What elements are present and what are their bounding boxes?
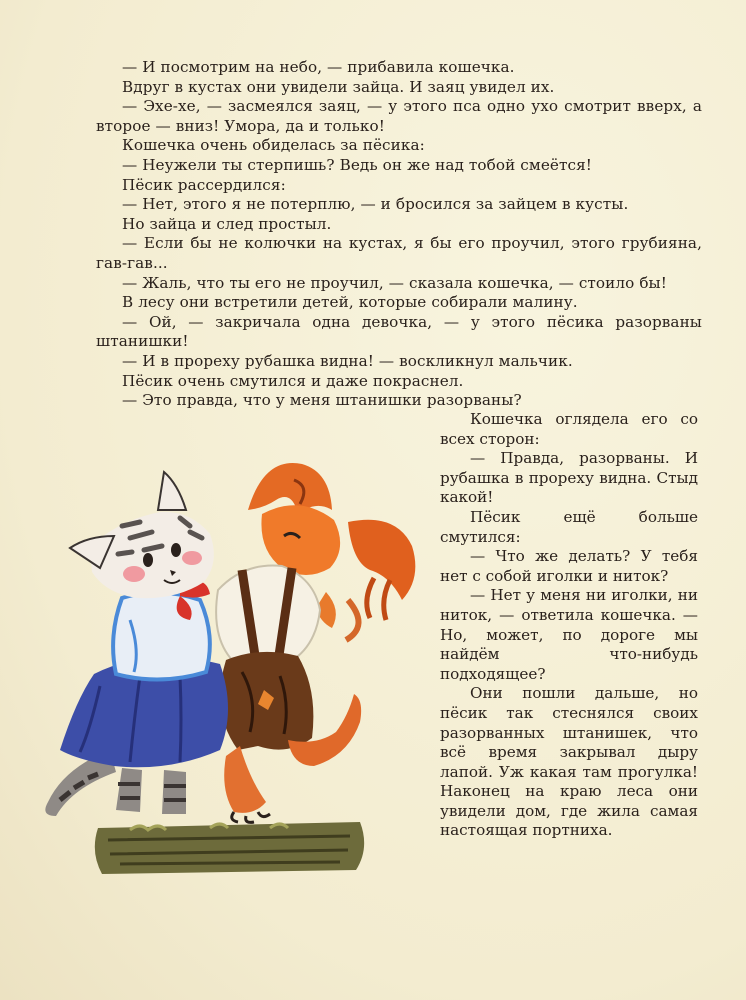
paragraph: Вдруг в кустах они увидели зайца. И заяц увидел их. (122, 77, 555, 96)
paragraph: — Нет, этого я не потерплю, — и бросился за зайцем в кусты. (122, 195, 629, 214)
paragraph: Они пошли дальше, но пёсик так стеснялся своих разорванных штанишек, что всё время закрывал дыру лапой. Уж какая там прогулка! Наконец на краю леса они увидели дом, где жила самая настоящая портниха. (440, 684, 698, 840)
paragraph: Пёсик ещё больше смутился: (440, 507, 698, 546)
paragraph: Кошечка очень обиделась за пёсика: (122, 136, 425, 155)
paragraph: — Правда, разорваны. И рубашка в прореху видна. Стыд какой! (440, 449, 698, 507)
paragraph: — Это правда, что у меня штанишки разорваны? (122, 391, 522, 410)
paragraph: Пёсик очень смутился и даже покраснел. (122, 371, 464, 390)
paragraph: — И в прореху рубашка видна! — воскликнул мальчик. (122, 351, 573, 370)
paragraph: В лесу они встретили детей, которые собирали малину. (122, 293, 578, 312)
paragraph: Но зайца и след простыл. (122, 214, 332, 233)
paragraph: — Жаль, что ты его не проучил, — сказала кошечка, — стоило бы! (122, 273, 667, 292)
paragraph: — Эхе-хе, — засмеялся заяц, — у этого пса одно ухо смотрит вверх, а второе — вниз! Умора, да и только! (96, 97, 702, 135)
paragraph: — Если бы не колючки на кустах, я бы его проучил, этого грубияна, гав-гав... (96, 234, 702, 272)
cat-figure (45, 472, 228, 816)
paragraph: — И посмотрим на небо, — прибавила кошечка. (122, 58, 515, 76)
paragraph: — Ой, — закричала одна девочка, — у этого пёсика разорваны штанишки! (96, 312, 702, 351)
paragraph: Кошечка оглядела его со всех сторон: (440, 410, 698, 448)
paragraph: — Нет у меня ни иголки, ни ниток, — ответила кошечка. — Но, может, по дороге мы найдём что-нибудь подходящее? (440, 586, 698, 683)
paragraph: Пёсик рассердился: (122, 175, 286, 194)
paragraph: — Что же делать? У тебя нет с собой иголки и ниток? (440, 547, 698, 585)
paragraph: — Неужели ты стерпишь? Ведь он же над тобой смеётся! (122, 155, 592, 174)
grass-ground (95, 822, 364, 874)
story-text-top (96, 58, 702, 411)
story-text-right (440, 410, 698, 841)
cat-and-dog-illustration (30, 450, 440, 890)
